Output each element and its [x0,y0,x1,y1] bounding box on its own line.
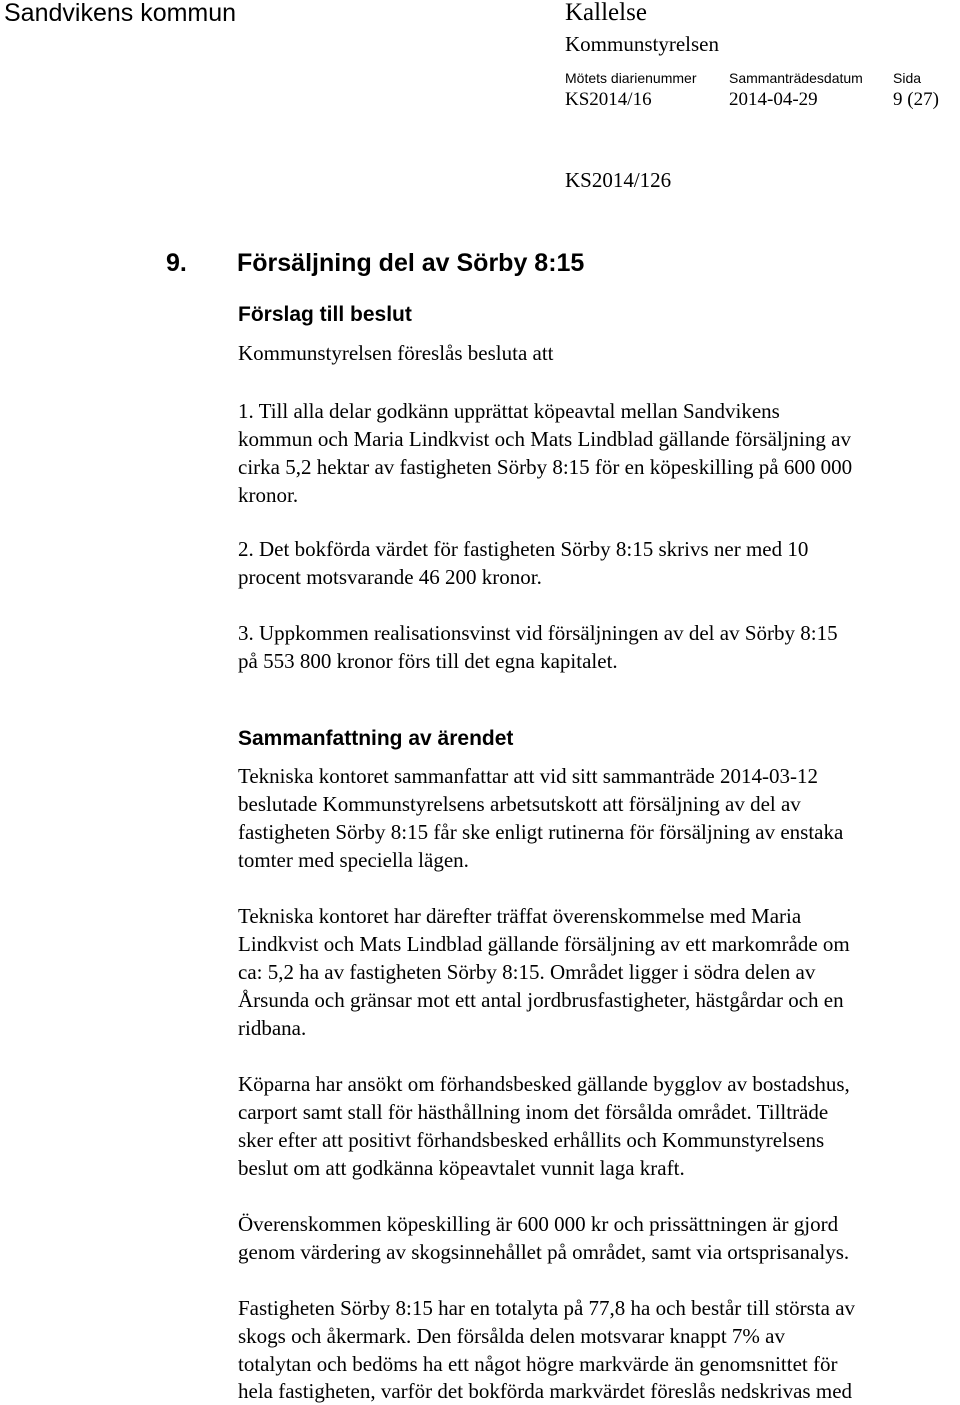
agenda-item-title: Försäljning del av Sörby 8:15 [237,249,585,277]
text-line: 2. Det bokförda värdet för fastigheten Sörby 8:15 skrivs ner med 10 [238,537,809,561]
text-line: 3. Uppkommen realisationsvinst vid försäljningen av del av Sörby 8:15 [238,621,838,645]
case-number: KS2014/126 [565,168,672,192]
text-line: hela fastigheten, varför det bokförda markvärdet föreslås nedskrivas med [238,1379,853,1403]
text-line: genom värdering av skogsinnehållet på området, samt via ortsprisanalys. [238,1240,850,1264]
text-line: Överenskommen köpeskilling är 600 000 kr och prissättningen är gjord [238,1212,839,1236]
text-line: Köparna har ansökt om förhandsbesked gällande bygglov av bostadshus, [238,1072,850,1096]
text-line: kronor. [238,483,299,507]
page-label: Sida [893,70,922,86]
text-line: ridbana. [238,1016,307,1040]
text-line: på 553 800 kronor förs till det egna kapitalet. [238,649,618,673]
meeting-date-label: Sammanträdesdatum [729,70,863,86]
meeting-date-value: 2014-04-29 [729,89,818,110]
text-line: Tekniska kontoret sammanfattar att vid sitt sammanträde 2014-03-12 [238,764,818,788]
text-line: Fastigheten Sörby 8:15 har en totalyta på 77,8 ha och består till största av [238,1296,856,1320]
text-line: 1. Till alla delar godkänn upprättat köpeavtal mellan Sandvikens [238,399,780,423]
text-line: beslut om att godkänna köpeavtalet vunnit laga kraft. [238,1156,685,1180]
text-line: Tekniska kontoret har därefter träffat överenskommelse med Maria [238,904,802,928]
text-line: Årsunda och gränsar mot ett antal jordbrusfastigheter, hästgårdar och en [238,988,844,1012]
text-line: cirka 5,2 hektar av fastigheten Sörby 8:15 för en köpeskilling på 600 000 [238,455,853,479]
text-line: ca: 5,2 ha av fastigheten Sörby 8:15. Området ligger i södra delen av [238,960,816,984]
document-type: Kallelse [565,0,647,26]
text-line: skogs och åkermark. Den försålda delen motsvarar knappt 7% av [238,1324,785,1348]
text-line: tomter med speciella lägen. [238,848,469,872]
page-number-value: 9 (27) [893,89,939,110]
text-line: beslutade Kommunstyrelsens arbetsutskott att försäljning av del av [238,792,801,816]
organization-name: Sandvikens kommun [4,0,237,27]
text-line: kommun och Maria Lindkvist och Mats Lindblad gällande försäljning av [238,427,851,451]
text-line: fastigheten Sörby 8:15 får ske enligt rutinerna för försäljning av enstaka [238,820,844,844]
text-line: carport samt stall för hästhållning inom det försålda området. Tillträde [238,1100,829,1124]
summary-heading: Sammanfattning av ärendet [238,727,514,750]
agenda-item-number: 9. [166,249,187,277]
proposal-heading: Förslag till beslut [238,303,412,326]
agenda-item-heading [166,246,584,280]
proposal-intro: Kommunstyrelsen föreslås besluta att [238,341,554,365]
text-line: sker efter att positivt förhandsbesked erhållits och Kommunstyrelsens [238,1128,825,1152]
diary-number-value: KS2014/16 [565,89,652,110]
committee-name: Kommunstyrelsen [565,32,719,56]
text-line: Lindkvist och Mats Lindblad gällande försäljning av ett markområde om [238,932,850,956]
diary-number-label: Mötets diarienummer [565,70,697,86]
text-line: totalytan och bedöms ha ett något högre markvärde än genomsnittet för [238,1352,838,1376]
text-line: procent motsvarande 46 200 kronor. [238,565,542,589]
